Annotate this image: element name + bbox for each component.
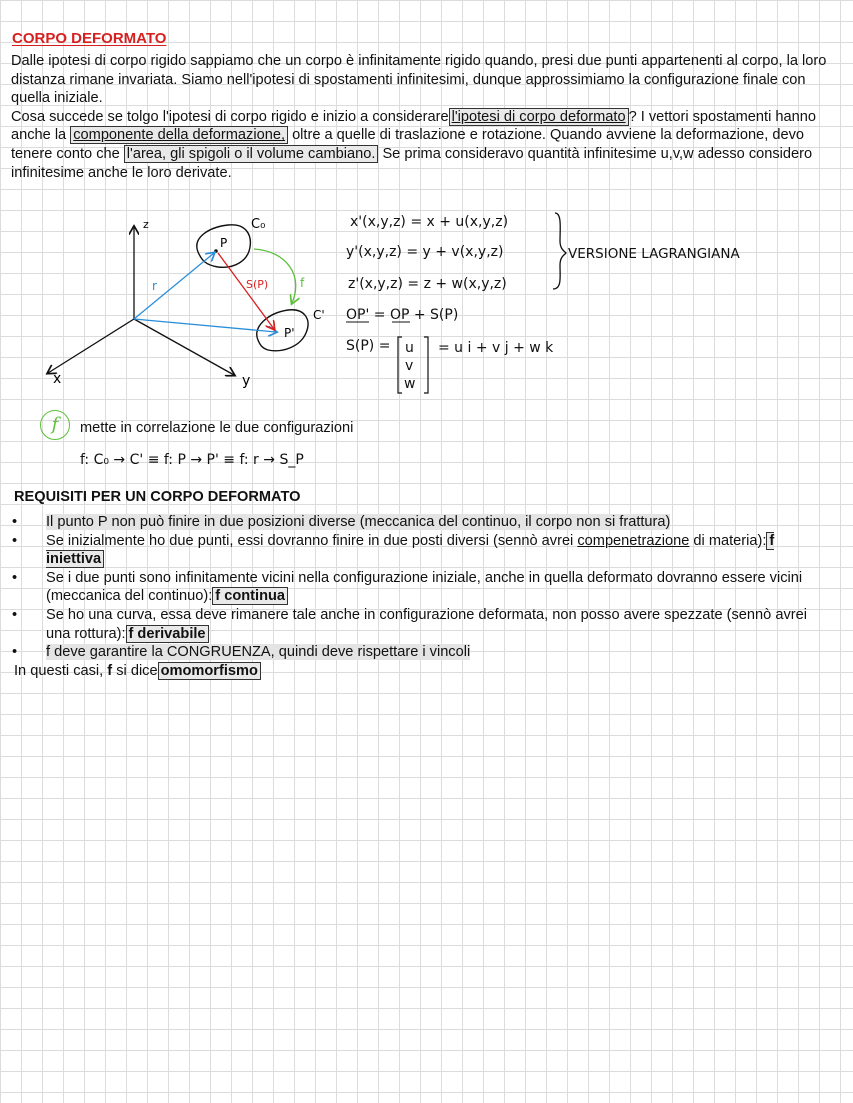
intro-text	[11, 52, 841, 182]
eq-op: OP' = OP + S(P)	[346, 307, 459, 323]
label-p: P	[220, 236, 228, 250]
highlight-area-spigoli: l'area, gli spigoli o il volume cambiano.	[124, 145, 379, 163]
label-c1: C'	[313, 308, 325, 322]
axis-y-label: y	[242, 373, 251, 389]
eq-sp-rhs: = u i + v j + w k	[438, 340, 554, 356]
label-p1: P'	[284, 326, 295, 340]
requirement-text: Se i due punti sono infinitamente vicini nella configurazione iniziale, anche in quella deformato dovranno essere vicini (meccanica del continuo):	[46, 569, 803, 605]
point-p	[214, 249, 218, 253]
intro-p2-text-b: ? I vettori spostamenti hanno anche la	[11, 108, 816, 144]
vec-u: u	[405, 340, 414, 356]
intro-p2-text-d: Se prima consideravo quantità infinitesime u,v,w adesso considero infinitesime anche le loro derivate.	[11, 145, 813, 181]
requirements-title: REQUISITI PER UN CORPO DEFORMATO	[14, 489, 301, 505]
conclusion-text-a: In questi casi,	[14, 663, 104, 679]
highlight-iniettiva: f iniettiva	[46, 532, 775, 568]
axis-x-label: x	[53, 371, 62, 387]
requirement-text: Se inizialmente ho due punti, essi dovranno finire in due posti diversi (sennò avrei	[46, 532, 574, 549]
requirement-text: di materia):	[693, 532, 767, 549]
bullet-icon: •	[12, 514, 18, 530]
requirement-text: f deve garantire la CONGRUENZA, quindi deve rispettare i vincoli	[46, 644, 471, 661]
requirements-list	[12, 513, 832, 662]
list-item	[12, 532, 832, 569]
requirement-text: Il punto P non può finire in due posizioni diverse (meccanica del continuo, il corpo non si frattura)	[46, 514, 671, 530]
axis-x-line	[48, 319, 134, 373]
label-f-arrow: f	[300, 276, 305, 290]
vec-w: w	[404, 376, 416, 392]
bullet-icon: •	[12, 644, 18, 661]
highlight-omomorfismo: omomorfismo	[158, 662, 261, 680]
list-item	[12, 569, 832, 606]
f-circle-icon: f	[40, 410, 70, 440]
matrix-right-bracket	[424, 337, 428, 393]
f-mapping: f: C₀ → C' ≡ f: P → P' ≡ f: r → S_P	[80, 452, 304, 468]
version-label: VERSIONE LAGRANGIANA	[568, 246, 740, 262]
highlight-continua: f continua	[212, 587, 288, 605]
f-note-text: mette in correlazione le due configurazioni	[80, 420, 354, 436]
vector-sp	[218, 253, 274, 329]
label-r: r	[152, 279, 157, 293]
highlight-derivabile: f derivabile	[126, 625, 209, 643]
bullet-icon: •	[12, 606, 18, 623]
list-item	[12, 513, 832, 532]
eq-z: z'(x,y,z) = z + w(x,y,z)	[348, 276, 507, 292]
highlight-corpo-deformato: l'ipotesi di corpo deformato	[449, 108, 629, 126]
list-item	[12, 606, 832, 643]
conclusion-text-b: si dice	[116, 663, 158, 679]
bullet-icon: •	[12, 569, 18, 586]
highlight-componente-deformazione: componente della deformazione,	[70, 126, 288, 144]
deformation-diagram	[0, 195, 853, 395]
matrix-left-bracket	[398, 337, 402, 393]
vector-op1	[134, 319, 276, 332]
list-item	[12, 643, 832, 662]
intro-p2-text-a: Cosa succede se tolgo l'ipotesi di corpo rigido e inizio a considerare	[11, 108, 449, 125]
label-sp: S(P)	[246, 278, 269, 291]
vec-v: v	[405, 358, 414, 374]
requirement-underlined: compenetrazione	[577, 532, 690, 549]
eq-y: y'(x,y,z) = y + v(x,y,z)	[346, 244, 504, 260]
intro-paragraph-1: Dalle ipotesi di corpo rigido sappiamo che un corpo è infinitamente rigido quando, presi due punti appartenenti al corpo, la loro distanza rimane invariata. Siamo nell'ipotesi di spostamenti infinitesimi, dunque approssimiamo la configurazione finale con quella iniziale.	[11, 53, 827, 107]
bullet-icon: •	[12, 532, 18, 549]
arrow-f	[254, 249, 296, 303]
eq-sp-lhs: S(P) =	[346, 338, 391, 354]
conclusion-f: f	[107, 663, 113, 679]
intro-paragraph-2	[11, 108, 841, 182]
eq-x: x'(x,y,z) = x + u(x,y,z)	[350, 214, 509, 230]
label-c0: C₀	[251, 217, 266, 232]
brace-icon	[553, 213, 566, 289]
requirement-text: Se ho una curva, essa deve rimanere tale anche in configurazione deformata, non posso avere spezzate (sennò avrei una rottura):	[46, 606, 807, 642]
axis-z-label: z	[143, 218, 149, 231]
vector-r	[134, 253, 214, 319]
page-title: CORPO DEFORMATO	[12, 30, 167, 47]
conclusion	[14, 663, 261, 679]
intro-p2-text-c: oltre a quelle di traslazione e rotazione. Quando avviene la deformazione, devo tenere conto che	[11, 127, 804, 162]
